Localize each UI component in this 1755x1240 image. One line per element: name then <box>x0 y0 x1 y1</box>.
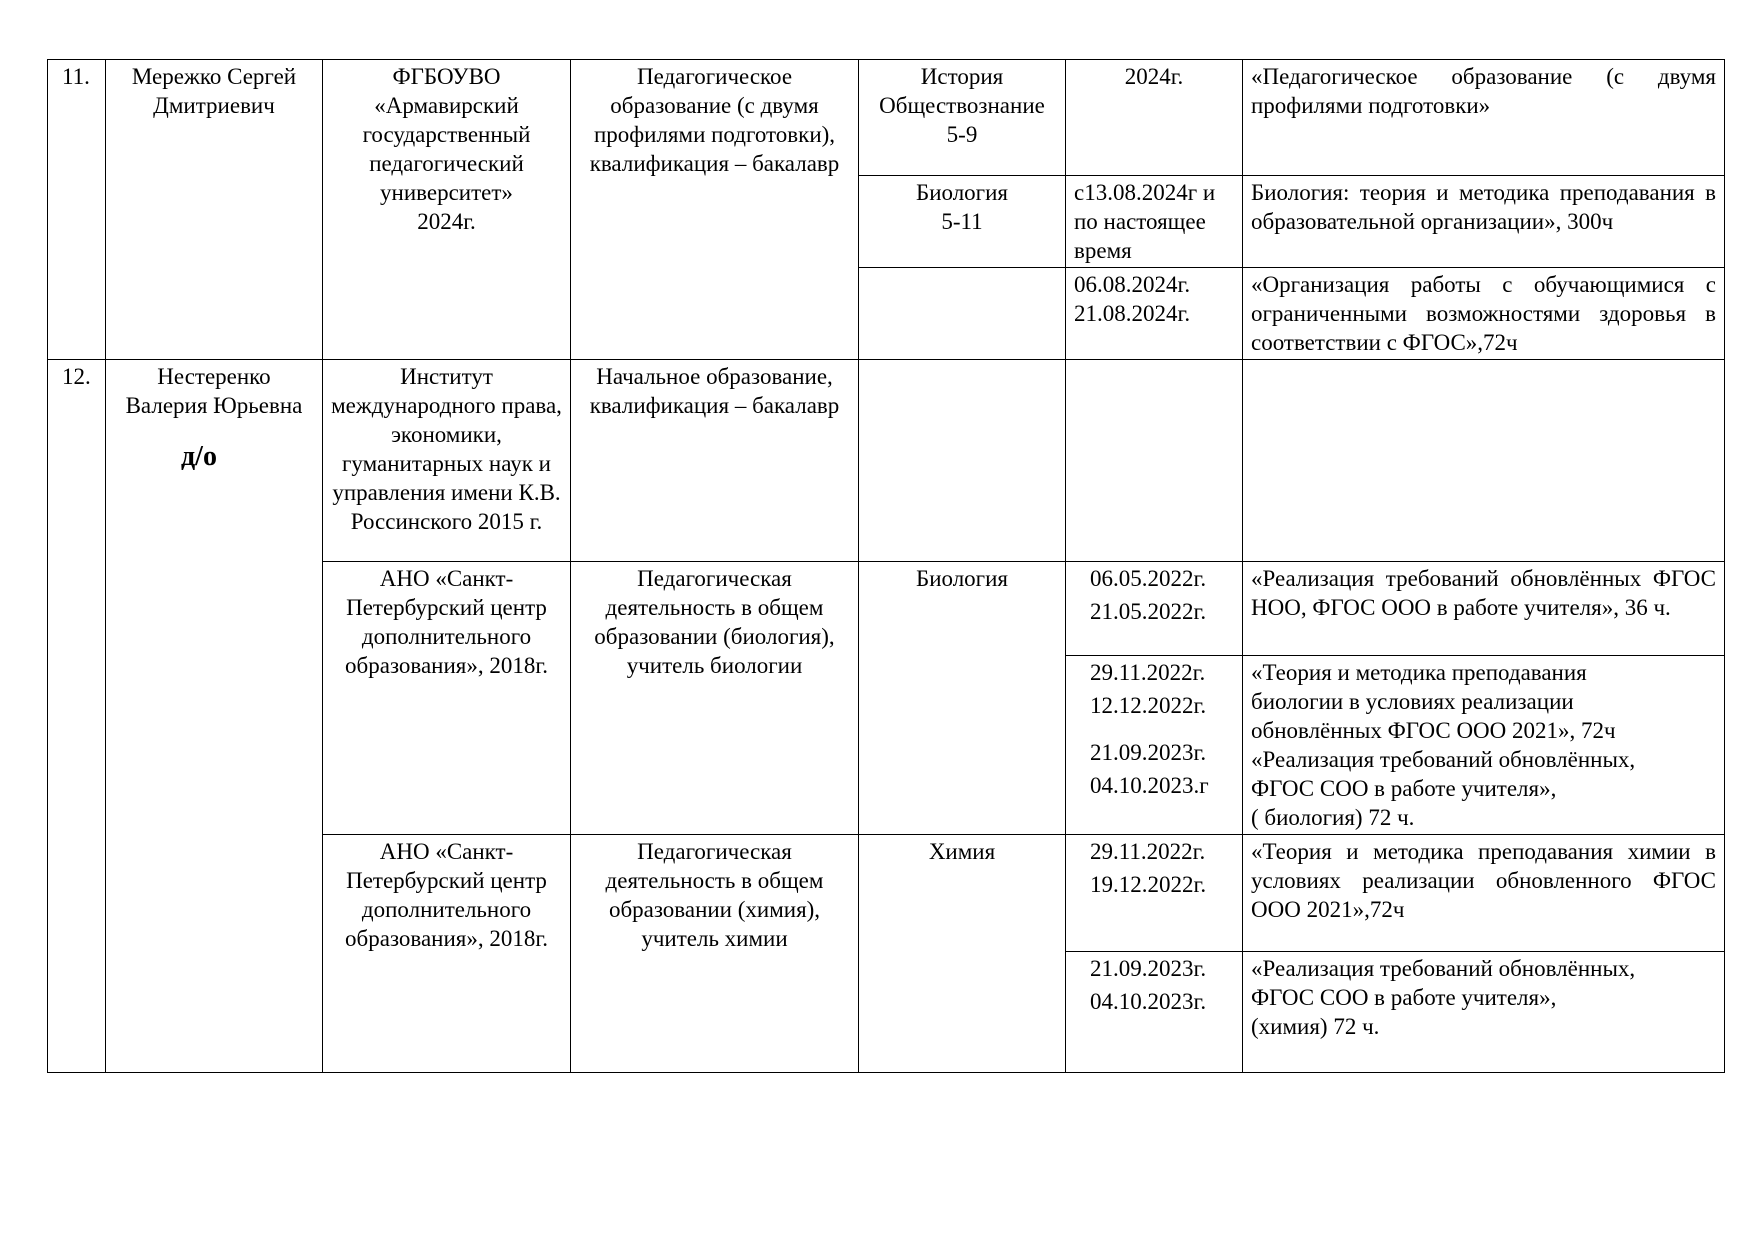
date-line: 21.05.2022г. <box>1090 599 1207 624</box>
course-title: «Организация работы с обучающимися с ограниченными возможностями здоровья в соответствии с ФГОС»,72ч <box>1243 268 1725 360</box>
course-title: «Реализация требований обновлённых ФГОС НОО, ФГОС ООО в работе учителя», 36 ч. <box>1243 562 1725 656</box>
course-date: 2024г. <box>1066 60 1243 176</box>
course-line: ФГОС СОО в работе учителя», <box>1251 776 1557 801</box>
subject-line: История <box>920 64 1004 89</box>
course-title: «Педагогическое образование (с двумя профилями подготовки» <box>1243 60 1725 176</box>
subject-line: 5-11 <box>941 209 983 234</box>
education-institution: Институт международного права, экономики, гуманитарных наук и управления имени К.В. Россинского 2015 г. <box>323 360 571 562</box>
course-line: обновлённых ФГОС ООО 2021», 72ч <box>1251 718 1616 743</box>
course-date <box>1066 656 1243 835</box>
course-title: Биология: теория и методика преподавания в образовательной организации», 300ч <box>1243 176 1725 268</box>
date-line: 04.10.2023г. <box>1090 989 1207 1014</box>
teacher-name: Мережко Сергей Дмитриевич <box>106 60 323 360</box>
date-line: 12.12.2022г. <box>1090 693 1207 718</box>
do-mark: д/о <box>181 441 217 472</box>
date-line: 29.11.2022г. <box>1090 839 1206 864</box>
spacer <box>1090 724 1234 738</box>
institution-line: «Армавирский государственный педагогический университет» <box>362 93 531 205</box>
course-line: биологии в условиях реализации <box>1251 689 1574 714</box>
date-line: 21.08.2024г. <box>1074 301 1191 326</box>
subject-cell <box>859 60 1066 176</box>
course-title <box>1243 952 1725 1073</box>
date-line: 06.08.2024г. <box>1074 272 1191 297</box>
subject-cell <box>859 268 1066 360</box>
course-date <box>1066 360 1243 562</box>
course-date <box>1066 835 1243 952</box>
teacher-name: Нестеренко Валерия Юрьевна <box>125 364 303 418</box>
subject-cell: Химия <box>859 835 1066 1073</box>
subject-line: Биология <box>915 180 1008 205</box>
date-line: 21.09.2023г. <box>1090 740 1207 765</box>
date-line: 21.09.2023г. <box>1090 956 1207 981</box>
course-date: с13.08.2024г и по настоящее время <box>1066 176 1243 268</box>
subject-cell <box>859 360 1066 562</box>
course-line: «Теория и методика преподавания <box>1251 660 1587 685</box>
date-line: 04.10.2023.г <box>1090 773 1209 798</box>
education-institution: АНО «Санкт-Петербурский центр дополнительного образования», 2018г. <box>323 562 571 835</box>
course-line: ФГОС СОО в работе учителя», <box>1251 985 1557 1010</box>
institution-line: ФГБОУВО <box>392 64 501 89</box>
date-line: 06.05.2022г. <box>1090 566 1207 591</box>
course-title <box>1243 656 1725 835</box>
education-institution: АНО «Санкт-Петербурский центр дополнительного образования», 2018г. <box>323 835 571 1073</box>
course-date <box>1066 562 1243 656</box>
course-line: «Реализация требований обновлённых, <box>1251 956 1636 981</box>
course-date <box>1066 952 1243 1073</box>
course-title <box>1243 360 1725 562</box>
subject-line: 5-9 <box>946 122 978 147</box>
specialty-qualification: Педагогическая деятельность в общем образовании (биология), учитель биологии <box>571 562 859 835</box>
table-row <box>48 60 1725 176</box>
institution-line: 2024г. <box>417 209 476 234</box>
table-row <box>48 360 1725 562</box>
course-line: ( биология) 72 ч. <box>1251 805 1415 830</box>
course-line: «Реализация требований обновлённых, <box>1251 747 1636 772</box>
course-line: (химия) 72 ч. <box>1251 1014 1380 1039</box>
education-institution <box>323 60 571 360</box>
specialty-qualification: Педагогическое образование (с двумя профилями подготовки), квалификация – бакалавр <box>571 60 859 360</box>
subject-cell: Биология <box>859 562 1066 835</box>
teacher-name-cell <box>106 360 323 1073</box>
course-date <box>1066 268 1243 360</box>
date-line: 29.11.2022г. <box>1090 660 1206 685</box>
specialty-qualification: Педагогическая деятельность в общем образовании (химия), учитель химии <box>571 835 859 1073</box>
row-number: 12. <box>48 360 106 1073</box>
staff-qualification-table <box>47 59 1725 1073</box>
row-number: 11. <box>48 60 106 360</box>
subject-line: Обществознание <box>879 93 1045 118</box>
specialty-qualification: Начальное образование, квалификация – бакалавр <box>571 360 859 562</box>
date-line: 19.12.2022г. <box>1090 872 1207 897</box>
course-title: «Теория и методика преподавания химии в условиях реализации обновленного ФГОС ООО 2021»,72ч <box>1243 835 1725 952</box>
subject-cell <box>859 176 1066 268</box>
